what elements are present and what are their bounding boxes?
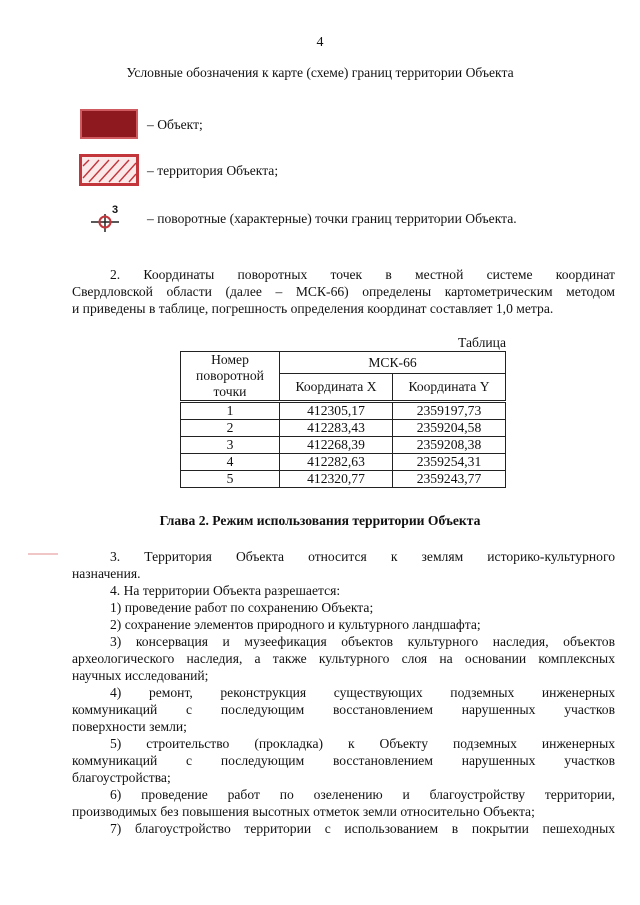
- text-line: коммуникаций с последующим восстановлением нарушенных участков: [72, 753, 615, 768]
- body-text: [72, 548, 615, 837]
- coordinates-table: [180, 351, 506, 488]
- text-line: 3. Территория Объекта относится к землям историко-культурного: [110, 549, 615, 564]
- header-coordinate-system: МСК-66: [280, 352, 506, 374]
- scan-mark: [28, 553, 58, 555]
- legend-label-territory: – территория Объекта;: [147, 162, 279, 178]
- header-y: Координата Y: [393, 374, 506, 402]
- legend-item-object: [78, 106, 203, 142]
- header-point-number: Номер поворотной точки: [181, 352, 280, 402]
- text-line: поверхности земли;: [72, 719, 187, 734]
- legend-item-territory: [78, 152, 278, 188]
- legend-label-turning-point: – поворотные (характерные) точки границ территории Объекта.: [147, 210, 517, 226]
- table-row: 5 412320,77 2359243,77: [181, 471, 506, 488]
- text-line: 4. На территории Объекта разрешается:: [110, 583, 341, 598]
- table-row: 4 412282,63 2359254,31: [181, 454, 506, 471]
- text-line: 7) благоустройство территории с использованием в покрытии пешеходных: [110, 821, 615, 836]
- text-line: коммуникаций с последующим восстановлением нарушенных участков: [72, 702, 615, 717]
- page-number: 4: [316, 35, 324, 50]
- table-row: 3 412268,39 2359208,38: [181, 437, 506, 454]
- text-line: производимых без повышения высотных отметок земли относительно Объекта;: [72, 804, 535, 819]
- text-line: 2) сохранение элементов природного и культурного ландшафта;: [110, 617, 481, 632]
- text-line: научных исследований;: [72, 668, 209, 683]
- legend-title: Условные обозначения к карте (схеме) границ территории Объекта: [126, 65, 514, 80]
- text-line: археологического наследия, а также культурного слоя на основании комплексных: [72, 651, 615, 666]
- legend-item-turning-point: [78, 200, 517, 236]
- text-line: 5) строительство (прокладка) к Объекту подземных инженерных: [110, 736, 615, 751]
- turning-point-icon: [78, 200, 140, 236]
- legend-label-object: – Объект;: [147, 116, 203, 132]
- text-line: 4) ремонт, реконструкция существующих подземных инженерных: [110, 685, 615, 700]
- text-line: благоустройства;: [72, 770, 171, 785]
- text-line: 6) проведение работ по озеленению и благоустройству территории,: [110, 787, 615, 802]
- table-row: 1 412305,17 2359197,73: [181, 402, 506, 420]
- territory-hatch-icon: [78, 152, 140, 188]
- header-x: Координата X: [280, 374, 393, 402]
- text-line: 3) консервация и музеефикация объектов культурного наследия, объектов: [110, 634, 615, 649]
- object-fill-icon: [78, 106, 140, 142]
- paragraph-2: [72, 266, 615, 317]
- text-line: назначения.: [72, 566, 141, 581]
- table-row: 2 412283,43 2359204,58: [181, 420, 506, 437]
- text-line: 2. Координаты поворотных точек в местной системе координат: [110, 267, 615, 282]
- text-line: и приведены в таблице, погрешность определения координат составляет 1,0 метра.: [72, 301, 554, 316]
- text-line: Свердловской области (далее – МСК-66) определены картометрическим методом: [72, 284, 615, 299]
- text-line: 1) проведение работ по сохранению Объекта;: [110, 600, 374, 615]
- table-caption: Таблица: [458, 335, 506, 350]
- chapter-title: Глава 2. Режим использования территории Объекта: [159, 513, 481, 528]
- turning-point-number: 3: [112, 204, 119, 216]
